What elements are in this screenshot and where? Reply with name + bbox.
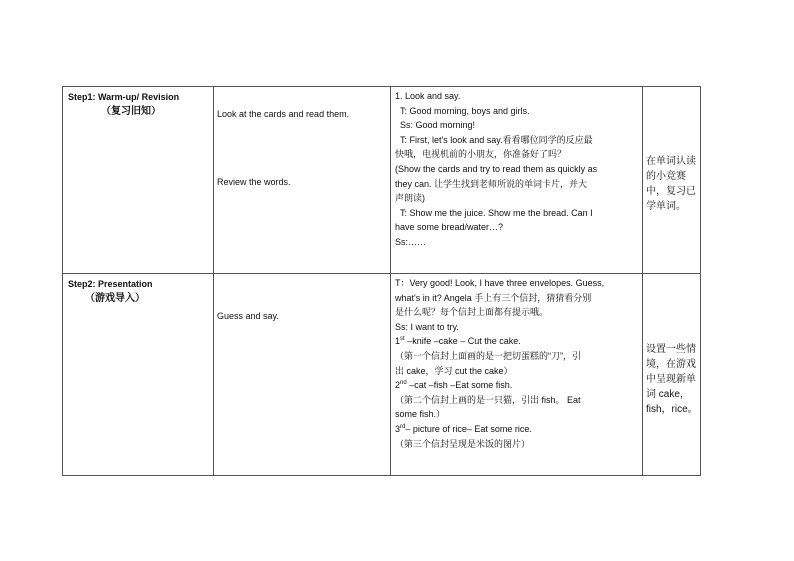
ordinal-suffix: nd (400, 380, 407, 387)
ordinal-number: 2 (395, 380, 401, 391)
ordinal-number: 1 (395, 336, 401, 347)
process-line: T: Show me the juice. Show me the bread. Can I (400, 207, 593, 218)
step1-activity-1: Look at the cards and read them. (217, 109, 350, 119)
process-line: Ss: I want to try. (395, 321, 459, 332)
step2-note: 设置一些情境，在游戏中呈现新单词 cake，fish，rice。 (646, 344, 698, 415)
step1-process (391, 87, 642, 250)
process-line (395, 422, 640, 437)
process-line: 1. Look and say. (395, 91, 461, 101)
item-text: – picture of rice– Eat some rice. (405, 423, 532, 434)
item-text: –cat –fish –Eat some fish. (406, 380, 513, 391)
lesson-plan-table (62, 86, 701, 476)
table-row (63, 87, 701, 274)
step-cell (63, 274, 214, 476)
step2-activity-1: Guess and say. (217, 311, 279, 321)
process-line: 快哦，电视机前的小朋友，你准备好了吗？ (395, 149, 567, 160)
process-line: Ss: Good morning! (400, 120, 476, 131)
process-cell (391, 274, 643, 476)
step2-process (391, 274, 642, 451)
process-line: （第一个信封上面画的是一把切蛋糕的“刀”，引 (395, 350, 581, 361)
process-line: some fish.） (395, 409, 446, 420)
process-line: what's in it? Angela 手上有三个信封，猜猜看分别 (395, 292, 592, 303)
step1-activity-2: Review the words. (217, 177, 291, 187)
process-cell (391, 87, 643, 274)
ordinal-suffix: st (400, 336, 405, 343)
process-line: (Show the cards and try to read them as quickly as (395, 163, 598, 174)
process-line: Ss:…… (395, 236, 427, 247)
table-row (63, 274, 701, 476)
process-line: 是什么呢？每个信封上面都有提示哦。 (395, 307, 549, 318)
process-line: （第二个信封上画的是一只猫，引出 fish。 Eat (395, 394, 581, 405)
step1-note: 在单词认读的小竞赛中，复习已学单词。 (646, 156, 696, 212)
step1-title: Step1: Warm-up/ Revision (68, 92, 180, 102)
process-line: T: Good morning, boys and girls. (400, 105, 530, 116)
note-cell (643, 274, 701, 476)
ordinal-suffix: rd (400, 423, 406, 430)
activity-cell (214, 274, 391, 476)
step2-subtitle: （游戏导入） (85, 293, 145, 304)
process-line (395, 378, 640, 393)
process-line (395, 334, 640, 349)
process-line: 出 cake，学习 cut the cake） (395, 365, 513, 376)
process-line: 声朗读) (395, 193, 425, 204)
ordinal-number: 3 (395, 423, 401, 434)
item-text: –knife –cake – Cut the cake. (404, 336, 521, 347)
process-line: they can. 让学生找到老师所说的单词卡片，并大 (395, 178, 588, 189)
process-line: T: First, let's look and say.看看哪位同学的反应最 (400, 134, 593, 145)
process-line: T：Very good! Look, I have three envelopes. Guess, (395, 278, 605, 288)
step1-subtitle: （复习旧知） (101, 106, 161, 117)
note-cell (643, 87, 701, 274)
process-line: have some bread/water…? (395, 222, 504, 233)
process-line: （第三个信封呈现是米饭的图片） (395, 438, 531, 449)
activity-cell (214, 87, 391, 274)
step-cell (63, 87, 214, 274)
step2-title: Step2: Presentation (68, 279, 153, 289)
